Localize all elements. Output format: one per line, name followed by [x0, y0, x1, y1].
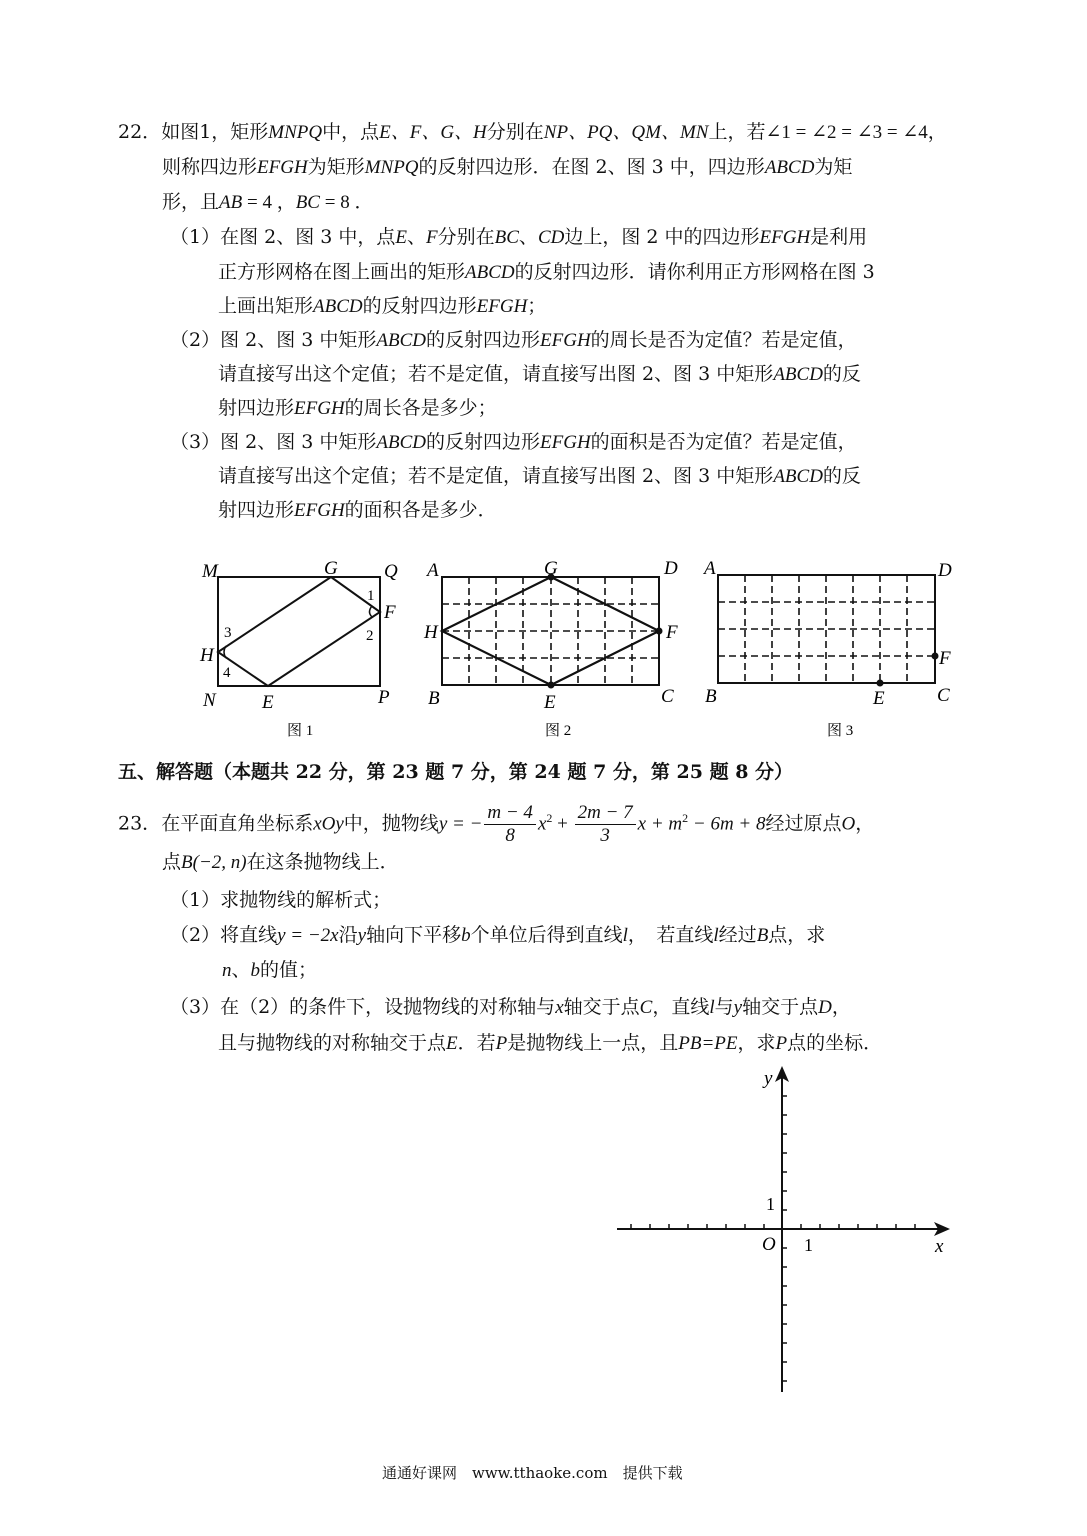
fig3-caption: 图 3 [827, 723, 854, 739]
fig3-label-C: C [937, 685, 950, 706]
q23-number: 23． [118, 812, 162, 835]
q23-part3-line-2: 且与抛物线的对称轴交于点E．若P是抛物线上一点，且PB=PE，求P点的坐标． [218, 1032, 883, 1054]
fig3-grid [718, 575, 935, 683]
fig2-grid [442, 577, 659, 685]
fig2-label-G: G [544, 558, 558, 579]
fig3-label-E: E [873, 688, 885, 709]
point-F-fig3 [932, 653, 939, 660]
fraction-2: $\frac{2m - 7}{3}$ [575, 802, 636, 847]
figure-3 [702, 558, 952, 739]
fraction-1: $\frac{m - 4}{8}$ [484, 802, 536, 847]
point-F-fig2 [656, 628, 663, 635]
q22-line-1: 22．如图1，矩形MNPQ中，点E、F、G、H分别在NP、PQ、QM、MN上，若∠1 = ∠2 = ∠3 = ∠4， [118, 121, 947, 143]
origin-label: O [762, 1234, 776, 1255]
quad-efgh-fig1 [218, 577, 380, 686]
q22-line-2: 则称四边形EFGH为矩形MNPQ的反射四边形．在图 2、图 3 中，四边形ABCD为矩 [162, 156, 853, 178]
fig3-label-B: B [705, 686, 717, 707]
fig3-label-F: F [939, 648, 951, 669]
q22-part1-line-2: 正方形网格在图上画出的矩形ABCD的反射四边形．请你利用正方形网格在图 3 [218, 261, 875, 283]
fig2-label-F: F [666, 622, 678, 643]
fig1-label-N: N [203, 690, 216, 711]
q23-part3-line-1: （3）在（2）的条件下，设抛物线的对称轴与x轴交于点C，直线l与y轴交于点D， [170, 996, 851, 1018]
fig3-label-D: D [938, 560, 952, 581]
fig1-angle-1: 1 [367, 588, 375, 604]
x-axis-label: x [935, 1236, 944, 1257]
fig1-label-P: P [378, 687, 390, 708]
fig2-label-E: E [544, 692, 556, 713]
q22-part2-line-2: 请直接写出这个定值；若不是定值，请直接写出图 2、图 3 中矩形ABCD的反 [218, 363, 861, 385]
fig2-caption: 图 2 [545, 723, 572, 739]
point-E-fig3 [877, 680, 884, 687]
fig1-angle-4: 4 [223, 665, 231, 681]
fig2-label-H: H [424, 622, 438, 643]
page-footer: 通通好课网 www.tthaoke.com 提供下载 [382, 1464, 683, 1482]
angle-arc-1 [370, 606, 373, 617]
fig2-label-A: A [427, 560, 439, 581]
fig2-label-B: B [428, 688, 440, 709]
fig1-label-G: G [324, 558, 338, 579]
fig1-angle-2: 2 [366, 628, 374, 644]
q22-part3-line-3: 射四边形EFGH的面积各是多少． [218, 499, 497, 521]
figure-1 [199, 558, 398, 739]
fig1-label-M: M [202, 561, 218, 582]
q22-part1-line-3: 上画出矩形ABCD的反射四边形EFGH； [218, 295, 547, 317]
angle-arc-3 [224, 646, 226, 658]
coordinate-plane [0, 1060, 1087, 1400]
q22-line-3: 形，且AB = 4 ，BC = 8 ． [162, 191, 374, 213]
y-axis-label: y [764, 1068, 773, 1089]
q22-number: 22． [118, 121, 162, 143]
fig1-label-H: H [200, 645, 214, 666]
q22-part3-line-2: 请直接写出这个定值；若不是定值，请直接写出图 2、图 3 中矩形ABCD的反 [218, 465, 861, 487]
q23-part2-line-1: （2）将直线y = −2x沿y轴向下平移b个单位后得到直线l， 若直线l经过B点，求 [170, 924, 826, 946]
section-5-heading: 五、解答题（本题共 22 分，第 23 题 7 分，第 24 题 7 分，第 25 题 8 分） [118, 761, 794, 783]
fig2-label-D: D [664, 558, 678, 579]
point-E-fig2 [548, 682, 555, 689]
fig1-label-Q: Q [384, 561, 398, 582]
figures-row [0, 545, 1087, 745]
x-unit-label: 1 [804, 1235, 813, 1255]
fig1-angle-3: 3 [224, 625, 232, 641]
q23-part1: （1）求抛物线的解析式； [170, 889, 392, 911]
figure-2 [423, 558, 678, 739]
q23-part2-line-2: n、b的值； [222, 959, 318, 981]
q22-part2-line-3: 射四边形EFGH的周长各是多少； [218, 397, 497, 419]
fig1-label-F: F [384, 602, 396, 623]
q22-part1-line-1: （1）在图 2、图 3 中，点E、F分别在BC、CD边上，图 2 中的四边形EFGH是利用 [170, 226, 868, 248]
fig1-caption: 图 1 [287, 723, 314, 739]
q22-part3-line-1: （3）图 2、图 3 中矩形ABCD的反射四边形EFGH的面积是否为定值？若是定值， [170, 431, 857, 453]
y-unit-label: 1 [766, 1194, 775, 1214]
fig1-label-E: E [262, 692, 274, 713]
fig3-label-A: A [704, 558, 716, 579]
q23-line-2: 点B(−2, n)在这条抛物线上． [162, 851, 399, 873]
fig2-label-C: C [661, 686, 674, 707]
q22-part2-line-1: （2）图 2、图 3 中矩形ABCD的反射四边形EFGH的周长是否为定值？若是定值， [170, 329, 857, 351]
q23-line-1: 23．在平面直角坐标系xOy中，抛物线y = − $\frac{m - 4}{8}$ $x^2$ + $\frac{2m - 7}{3}$ $x + m^2 - 6m + 8$经过原点O， [118, 801, 875, 846]
